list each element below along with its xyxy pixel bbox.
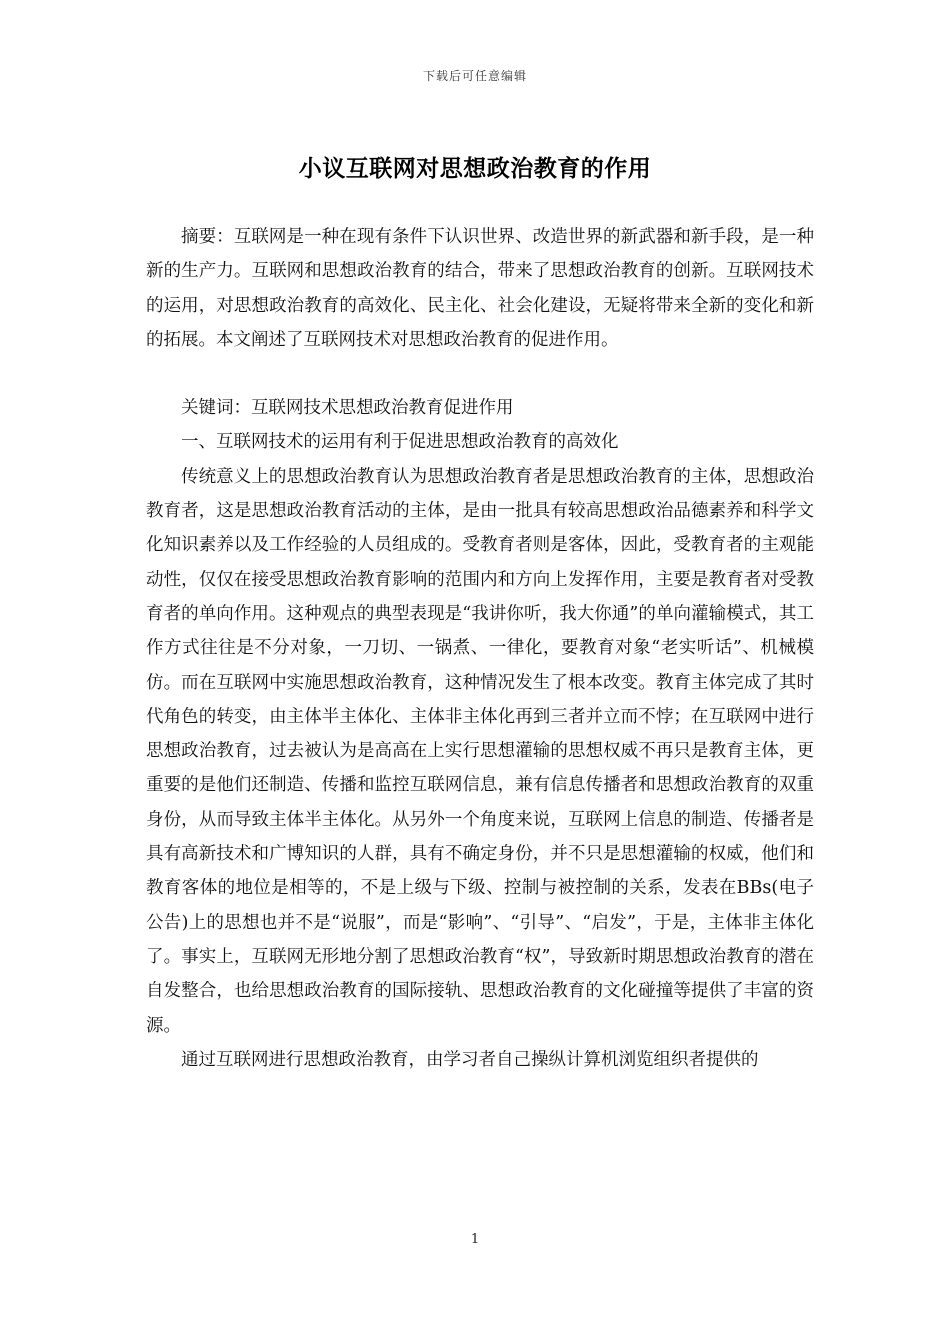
document-body <box>146 220 814 1077</box>
page-number: 1 <box>470 1232 480 1247</box>
page-header-note: 下载后可任意编辑 <box>422 69 527 83</box>
body-paragraph: 通过互联网进行思想政治教育，由学习者自己操纵计算机浏览组织者提供的 <box>181 1049 759 1070</box>
abstract-paragraph: 摘要：互联网是一种在现有条件下认识世界、改造世界的新武器和新手段，是一种新的生产力。互联网和思想政治教育的结合，带来了思想政治教育的创新。互联网技术的运用，对思想政治教育的高效化、民主化、社会化建设，无疑将带来全新的变化和新的拓展。本文阐述了互联网技术对思想政治教育的促进作用。 <box>146 227 814 350</box>
body-paragraph: 传统意义上的思想政治教育认为思想政治教育者是思想政治教育的主体，思想政治教育者，这是思想政治教育活动的主体，是由一批具有较高思想政治品德素养和科学文化知识素养以及工作经验的人员组成的。受教育者则是客体，因此，受教育者的主观能动性，仅仅在接受思想政治教育影响的范围内和方向上发挥作用，主要是教育者对受教育者的单向作用。这种观点的典型表现是“我讲你听，我大你通”的单向灌输模式，其工作方式往往是不分对象，一刀切、一锅煮、一律化，要教育对象“老实听话”、机械模仿。而在互联网中实施思想政治教育，这种情况发生了根本改变。教育主体完成了其时代角色的转变，由主体半主体化、主体非主体化再到三者并立而不悖；在互联网中进行思想政治教育，过去被认为是高高在上实行思想灌输的思想权威不再只是教育主体，更重要的是他们还制造、传播和监控互联网信息，兼有信息传播者和思想政治教育的双重身份，从而导致主体半主体化。从另外一个角度来说，互联网上信息的制造、传播者是具有高新技术和广博知识的人群，具有不确定身份，并不只是思想灌输的权威，他们和教育客体的地位是相等的，不是上级与下级、控制与被控制的关系，发表在BBs(电子公告)上的思想也并不是“说服”，而是“影响”、“引导”、“启发”，于是，主体非主体化了。事实上，互联网无形地分割了思想政治教育“权”，导致新时期思想政治教育的潜在自发整合，也给思想政治教育的国际接轨、思想政治教育的文化碰撞等提供了丰富的资源。 <box>146 466 814 1036</box>
keywords-line: 关键词：互联网技术思想政治教育促进作用 <box>181 398 514 419</box>
section-heading: 一、互联网技术的运用有利于促进思想政治教育的高效化 <box>181 432 619 453</box>
document-title: 小议互联网对思想政治教育的作用 <box>298 156 652 182</box>
